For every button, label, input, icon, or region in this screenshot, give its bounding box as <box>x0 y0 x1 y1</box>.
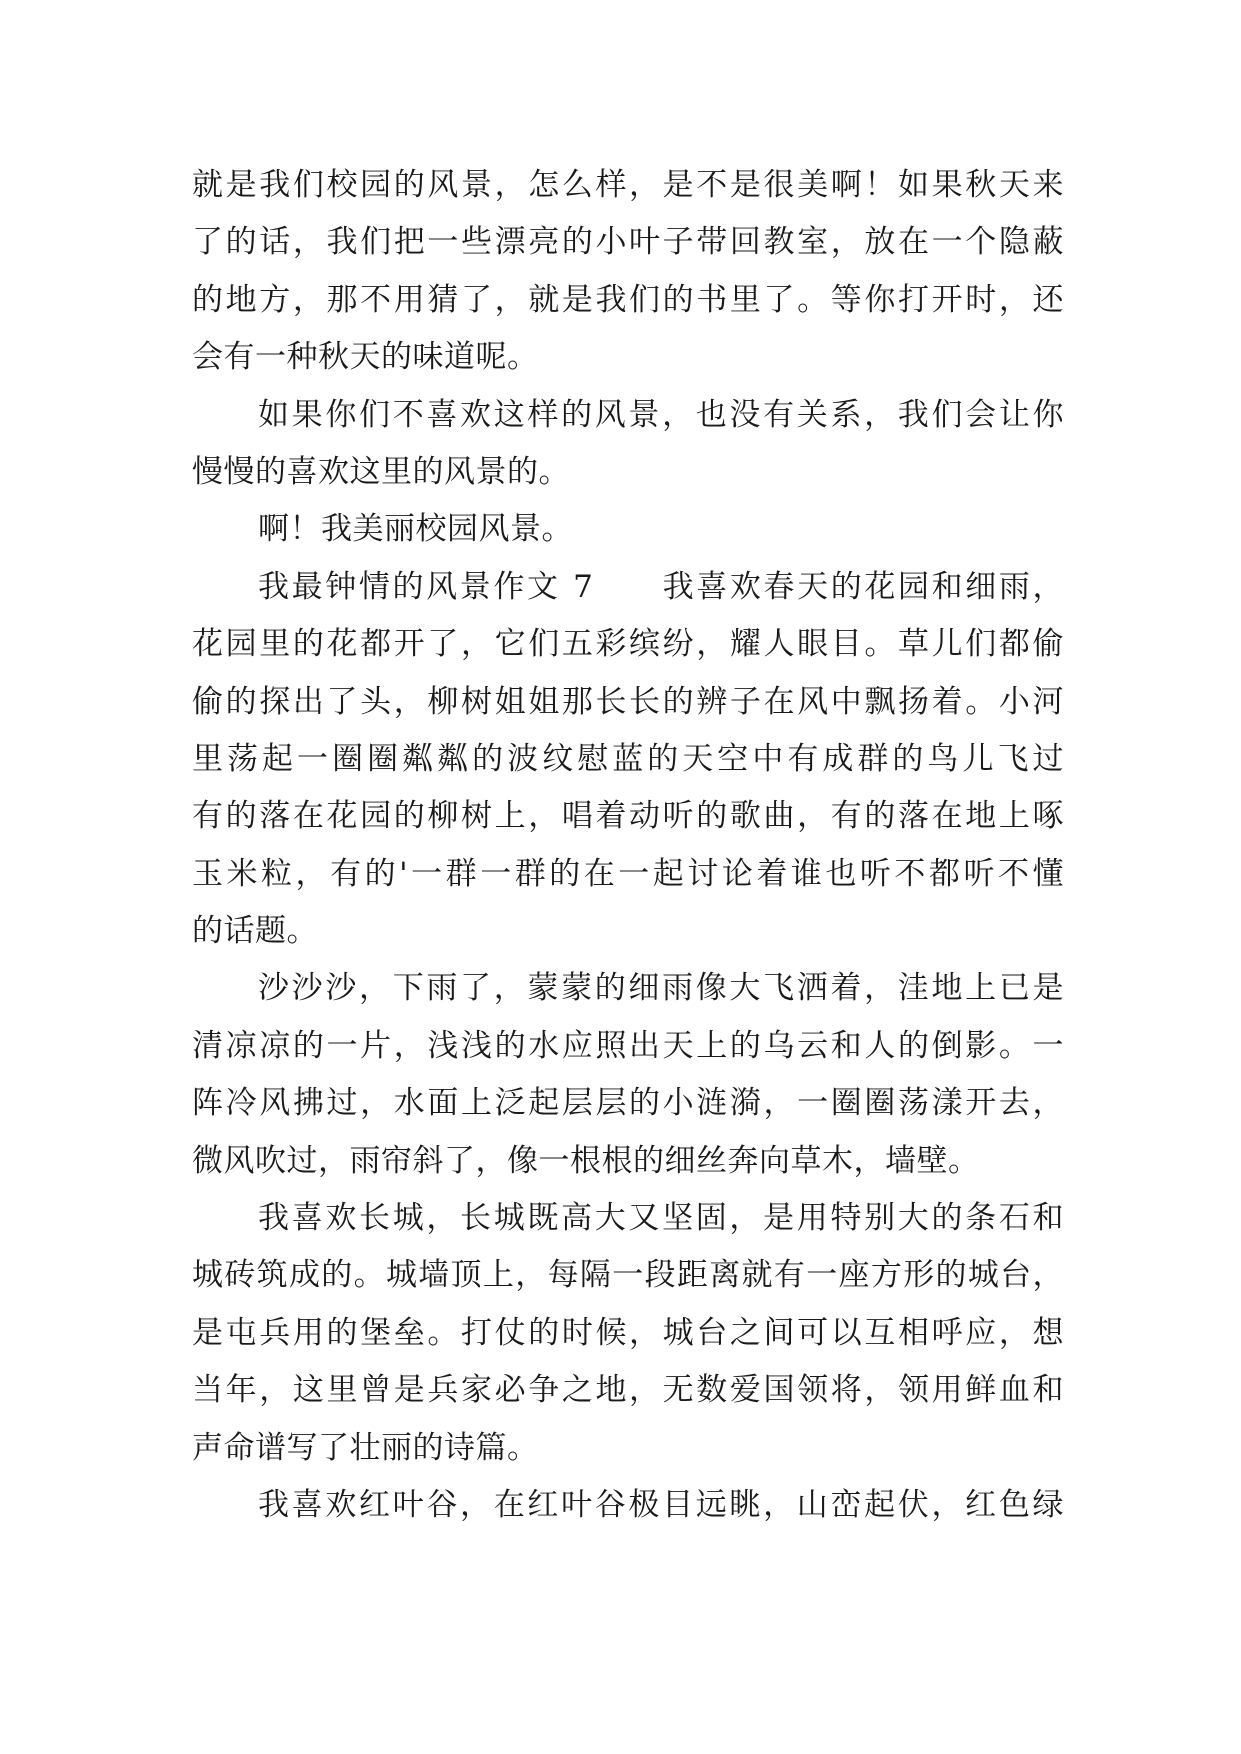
text-line: 花园里的花都开了，它们五彩缤纷，耀人眼目。草儿们都偷 <box>192 626 1064 663</box>
text-line: 当年，这里曾是兵家必争之地，无数爱国领将，领用鲜血和 <box>192 1372 1064 1409</box>
text-line: 慢慢的喜欢这里的风景的。 <box>192 453 570 490</box>
text-line: 有的落在花园的柳树上，唱着动听的歌曲，有的落在地上啄 <box>192 798 1064 835</box>
text-line: 如果你们不喜欢这样的风景，也没有关系，我们会让你 <box>258 396 1064 433</box>
text-line: 是屯兵用的堡垒。打仗的时候，城台之间可以互相呼应，想 <box>192 1314 1064 1351</box>
text-line: 我喜欢红叶谷，在红叶谷极目远眺，山峦起伏，红色绿 <box>258 1486 1064 1523</box>
text-line: 里荡起一圈圈粼粼的波纹慰蓝的天空中有成群的鸟儿飞过 <box>192 740 1064 777</box>
text-line: 偷的探出了头，柳树姐姐那长长的辨子在风中飘扬着。小河 <box>192 683 1064 720</box>
text-line: 玉米粒，有的'一群一群的在一起讨论着谁也听不都听不懂 <box>192 855 1064 892</box>
text-line: 城砖筑成的。城墙顶上，每隔一段距离就有一座方形的城台， <box>192 1257 1064 1294</box>
text-line: 就是我们校园的风景，怎么样，是不是很美啊！如果秋天来 <box>192 167 1064 203</box>
text-line: 了的话，我们把一些漂亮的小叶子带回教室，放在一个隐蔽 <box>192 224 1064 261</box>
document-page <box>192 157 1064 1534</box>
text-line: 阵冷风拂过，水面上泛起层层的小涟漪，一圈圈荡漾开去， <box>192 1085 1064 1122</box>
text-line: 啊！我美丽校园风景。 <box>258 511 573 548</box>
text-line: 清凉凉的一片，浅浅的水应照出天上的乌云和人的倒影。一 <box>192 1027 1064 1064</box>
text-line: 的话题。 <box>192 913 318 950</box>
text-line: 微风吹过，雨帘斜了，像一根根的细丝奔向草木，墙壁。 <box>192 1142 980 1179</box>
text-line: 我喜欢长城，长城既高大又坚固，是用特别大的条石和 <box>258 1200 1064 1237</box>
text-line: 沙沙沙，下雨了，蒙蒙的细雨像大飞洒着，洼地上已是 <box>258 970 1064 1007</box>
text-line: 会有一种秋天的味道呢。 <box>192 339 539 376</box>
text-line: 声命谱写了壮丽的诗篇。 <box>192 1429 539 1466</box>
text-line: 的地方，那不用猜了，就是我们的书里了。等你打开时，还 <box>192 281 1064 318</box>
section-heading-line: 我最钟情的风景作文 7 我喜欢春天的花园和细雨， <box>258 568 1064 605</box>
